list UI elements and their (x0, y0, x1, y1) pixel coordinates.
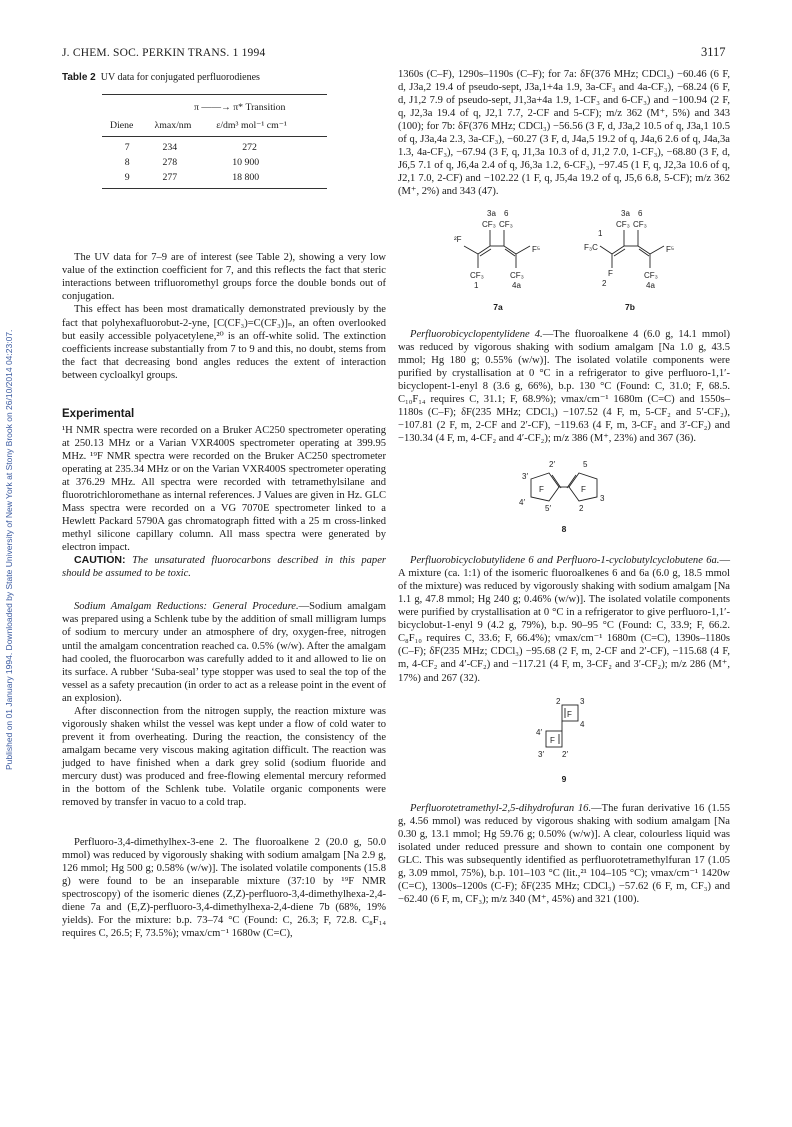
svg-text:2: 2 (579, 503, 584, 513)
svg-text:1: 1 (598, 229, 603, 239)
structure-7a-drawing (452, 208, 544, 296)
svg-text:2: 2 (556, 696, 561, 706)
table-caption (62, 71, 386, 84)
svg-text:F⁵: F⁵ (666, 245, 675, 255)
label-7b: 7b (625, 301, 635, 312)
structure-7a (452, 208, 544, 313)
col-diene-header: Diene (110, 120, 134, 132)
svg-text:CF₃: CF₃ (644, 271, 658, 281)
compound-2-paragraph: Perfluoro-3,4-dimethylhex-3-ene 2. The fluoroalkene 2 (20.0 g, 50.0 mmol) was reduced by vigorously shaking with sodium amalgam [Na 2.9 g, 126 mmol; Hg 500 g; 0.58% (w/w)]. The isolated volatile components (15.8 g) were found to be an inseparable mixture (37:10 by ¹⁹F NMR spectroscopy) of the isomeric dienes (Z,Z)-perfluoro-3,4-dimethylhexa-2,4-diene 7a and (E,Z)-perfluoro-3,4-dimethylhexa-2,4-diene 7b (68%, 19% yields). For the mixture: b.p. 73–74 °C (Found: C, 26.3; F, 72.8. C₈F₁₄ requires C, 26.5; F, 73.5%); νmax/cm⁻¹ 1680w (C=C), (62, 837, 386, 940)
svg-text:6: 6 (638, 209, 643, 219)
compound-6-paragraph: Perfluorobicyclobutylidene 6 and Perfluoro-1-cyclobutylcyclobutene 6a.—A mixture (ca. 1:1) of the isomeric fluoroalkenes 6 and 6a (6.0 g, 18.5 mmol of the mixture) was reduced by vigorously shaking with sodium amalgam [Na 1.1 g, 47.8 mmol; Hg 240 g; 0.46% (w/w)]. The isolated volatile components were purified by crystallisation at 0 °C in a refrigerator to give perfluoro-1,1′-bicyclobut-1-enyl 9 (4.2 g, 79%), b.p. 90–95 °C (Found: C, 33.9; F, 66.2. C₈F₁₀ requires C, 33.6; F, 66.4%); νmax/cm⁻¹ 1680m (C=C), 1390s–1180s (C–F); δF(235 MHz; CDCl₃) −95.68 (2 F, m, 2-CF and 2′-CF), −115.68 (4 F, m, 4-CF₂ and 4′-CF₂) and −117.21 (4 F, m, 3-CF₂ and 3′-CF₂); m/z 286 (M⁺, 17%) and 267 (32). (398, 555, 730, 684)
svg-text:2′: 2′ (549, 459, 555, 469)
compound-6-title: Perfluorobicyclobutylidene 6 and Perfluoro-1-cyclobutylcyclobutene 6a. (410, 555, 720, 567)
svg-text:CF₃: CF₃ (482, 220, 496, 230)
instrumentation-paragraph: ¹H NMR spectra were recorded on a Bruker AC250 spectrometer operating at 250.13 MHz or a Varian VXR400S spectrometer operating at 399.95 MHz. ¹⁹F NMR spectra were recorded on the Bruker AC250 spectrometer operating at 235.34 MHz or on the Varian VXR400S spectrometer operating at 376.29 MHz. All spectra were recorded with tetramethylsilane and fluorotrichloromethane as internal references. J Values are given in Hz. GLC Mass spectra were recorded on a VG 7070E spectrometer linked to a Hewlett Packard 5790A gas chromatograph fitted with a 25 m cross-linked methyl silicone capillary column. All mass spectra were generated by electron impact. (62, 424, 386, 554)
caution-paragraph (62, 554, 386, 580)
svg-text:5: 5 (583, 459, 588, 469)
svg-text:F: F (567, 709, 572, 719)
experimental-heading: Experimental (62, 407, 135, 420)
general-procedure-paragraph: Sodium Amalgam Reductions: General Procedure.—Sodium amalgam was prepared using a Schlenk tube by the addition of small milligram lumps of sodium to mercury under an atmosphere of dry, oxygen-free, nitrogen until the amalgam concentration reached ca. 0.5% (w/w). After the amalgam had cooled, the fluorocarbon was carefully added to it and allowed to lie on its surface. A rubber ‘Suba-seal’ type stopper was used to seal the top of the vessel as a safety precaution (in order to act as a release point in the event of an explosion). (62, 601, 386, 704)
table-caption-label: Table 2 (62, 72, 96, 83)
svg-text:F: F (550, 735, 555, 745)
svg-text:3a: 3a (621, 209, 630, 219)
nmr-7-paragraph: 1360s (C–F), 1290s–1190s (C–F); for 7a: δF(376 MHz; CDCl₃) −60.46 (6 F, d, J3a,2 19.4 of pseudo-sept, J3a,1+4a 1.9, 3a-CF₃ and 4a-CF₃), −68.24 (6 F, d, J1,2 7.9 of pseudo-sept, J1,3a+4a 1.9, 1-CF₃ and 6-CF₃) and −100.94 (2 F, q, J2,3a 19.4 of q, J2,1 7.7, 2-CF and 5-CF); m/z 362 (M⁺, 5%) and 343 (100); for 7b: δF(376 MHz; CDCl₃) −56.56 (3 F, d, J3a,2 10.5 of q, J3a,1 10.5 of q, J3a,4a 2.3, 3a-CF₃), −60.27 (3 F, d, J4a,5 19.2 of q, J4a,6 2.6 of q, J4a,3a 1.3, 4a-CF₃), −67.94 (3 F, q, J1,3a 10.3 of d, J1,2 7.0, 1-CF₃), −68.80 (3 F, d, J6,5 7.1 of q, J6,4a 2.4 of q, J6,3a 1.2, 6-CF₃), −97.45 (1 F, q, J2,3a 10.6 of q, J2,1 7.0, 2-CF) and −102.22 (1 F, q, J5,4a 19.2 of q, J5,6 6.8, 5-CF); m/z 362 (M⁺, 2%) and 343 (47). (398, 69, 730, 198)
col-lambda-header: λmax/nm (154, 120, 192, 132)
svg-text:3a: 3a (487, 209, 496, 219)
table-caption-text: UV data for conjugated perfluorodienes (100, 72, 260, 83)
download-stamp: Published on 01 January 1994. Downloaded by State University of New York at Stony Brook on 26/10/2014 04:23:07. (4, 329, 14, 771)
svg-text:2′: 2′ (562, 749, 568, 759)
svg-text:4a: 4a (512, 281, 521, 291)
caution-text: The unsaturated fluorocarbons described in this paper should be assumed to be toxic. (62, 555, 386, 580)
label-9: 9 (561, 773, 567, 784)
general-procedure-title: Sodium Amalgam Reductions: General Procedure. (74, 601, 299, 613)
table-row: 9 277 18 800 (102, 170, 327, 189)
svg-text:²F: ²F (454, 235, 462, 245)
structures-7a-7b (398, 208, 730, 313)
label-8: 8 (561, 524, 567, 535)
structure-9 (398, 697, 730, 786)
table-row: 7 234 272 (124, 142, 257, 154)
svg-text:F: F (608, 269, 613, 279)
svg-text:6: 6 (504, 209, 509, 219)
caution-label: CAUTION: (74, 554, 126, 567)
right-column (398, 68, 730, 906)
svg-text:CF₃: CF₃ (470, 271, 484, 281)
structure-9-drawing (524, 697, 604, 769)
svg-text:3′: 3′ (538, 749, 544, 759)
structure-8 (398, 457, 730, 536)
reaction-paragraph: After disconnection from the nitrogen supply, the reaction mixture was vigorously shaken whilst the vessel was kept under a flow of cold water to prevent it from overheating. During the reaction, the consistency of the amalgam became very viscous making agitation difficult. The reaction was judged to have finished when a dark grey solid (sodium fluoride and mercury dust) was produced and free-flowing elemental mercury reformed in the bottom of the Schlenk tube. Volatile organic components were removed by transfer in vacuo to a cold trap. (62, 705, 386, 809)
svg-text:CF₃: CF₃ (616, 220, 630, 230)
svg-text:4a: 4a (646, 281, 655, 291)
svg-text:CF₃: CF₃ (499, 220, 513, 230)
structure-7b-drawing (584, 208, 676, 296)
running-head: J. CHEM. SOC. PERKIN TRANS. 1 1994 (62, 47, 266, 59)
compound-16-paragraph: Perfluorotetramethyl-2,5-dihydrofuran 16.—The furan derivative 16 (1.55 g, 4.56 mmol) was reduced by vigorous shaking with sodium amalgam [Na 0.30 g, 13.1 mmol; Hg 59.76 g; 0.50% (w/w)]. A clear, colourless liquid was isolated under reduced pressure and shown to contain one component by GLC. This was subsequently identified as perfluorotetramethylfuran 17 (1.05 g, 3.09 mmol, 75%), b.p. 101–103 °C (lit.,²¹ 104–105 °C); νmax/cm⁻¹ 1420w (C=C), 1300s–1200s (C-F); δF(235 MHz; CDCl₃) −57.62 (6 F, m, CF₃) and −62.40 (6 F, m, CF₃); m/z 340 (M⁺, 45%) and 321 (100). (398, 802, 730, 905)
table-row: 8 278 10 900 (124, 157, 260, 169)
svg-text:4′: 4′ (519, 497, 525, 507)
svg-text:3′: 3′ (522, 471, 528, 481)
transition-header: π ——→ π* Transition (194, 102, 286, 114)
col-eps-header: ε/dm³ mol⁻¹ cm⁻¹ (216, 120, 287, 132)
svg-text:1: 1 (474, 281, 479, 291)
structure-7b (584, 208, 676, 313)
svg-text:2: 2 (602, 279, 607, 289)
uv-table (102, 94, 327, 189)
svg-text:F: F (539, 484, 544, 494)
polyacetylene-paragraph: This effect has been most dramatically demonstrated previously by the fact that polyhexafluorobut-2-yne, [C(CF₃)=C(CF₃)]ₙ, an often overlooked but easily accessible polyacetylene,²⁰ is an off-white solid. The extinction coefficients increase substantially from 7 to 9 and this, no doubt, stems from the fact that decreasing bond angles reduces the extent of interaction between cycloalkyl groups. (62, 304, 386, 381)
svg-text:3: 3 (600, 493, 605, 503)
uv-discussion-paragraph: The UV data for 7–9 are of interest (see Table 2), showing a very low value of the extinction coefficient for 7, and this reflects the fact that steric interactions between trifluoromethyl groups force the double bonds out of conjugation. (62, 252, 386, 303)
compound-4-title: Perfluorobicyclopentylidene 4. (410, 328, 543, 340)
svg-text:3: 3 (580, 696, 585, 706)
svg-text:F⁵: F⁵ (532, 245, 541, 255)
svg-text:F: F (581, 484, 586, 494)
svg-text:4′: 4′ (536, 727, 542, 737)
svg-text:F₃C: F₃C (584, 243, 598, 253)
svg-text:CF₃: CF₃ (510, 271, 524, 281)
label-7a: 7a (493, 301, 503, 312)
structure-8-drawing (509, 457, 619, 519)
svg-text:5′: 5′ (545, 503, 551, 513)
svg-text:4: 4 (580, 719, 585, 729)
page-number: 3117 (701, 45, 726, 59)
svg-text:CF₃: CF₃ (633, 220, 647, 230)
compound-4-paragraph: Perfluorobicyclopentylidene 4.—The fluoroalkene 4 (6.0 g, 14.1 mmol) was reduced by vigorous shaking with sodium amalgam [Na 1.0 g, 43.5 mmol; Hg 180 g; 0.55% (w/w)]. The isolated volatile components were purified by crystallisation at 0 °C in a refrigerator to give perfluoro-1,1′-bicyclopent-1-enyl 8 (3.6 g, 66%), b.p. 130 °C (Found: C, 31.0; F, 68.5. C₁₀F₁₄ requires C, 31.1; F, 68.9%); νmax/cm⁻¹ 1680m (C=C) and 1550s–1180s (C–F); δF(235 MHz; CDCl₃) −107.52 (4 F, m, 5-CF₂ and 5′-CF₂), −107.81 (2 F, m, 2-CF and 2′-CF), −119.63 (4 F, m, 3-CF₂ and 3′-CF₂) and −130.34 (4 F, m, 4-CF₂ and 4′-CF₂); m/z 386 (M⁺, 23%) and 367 (36). (398, 328, 730, 444)
compound-16-title: Perfluorotetramethyl-2,5-dihydrofuran 16. (410, 802, 592, 814)
left-column (62, 68, 386, 940)
